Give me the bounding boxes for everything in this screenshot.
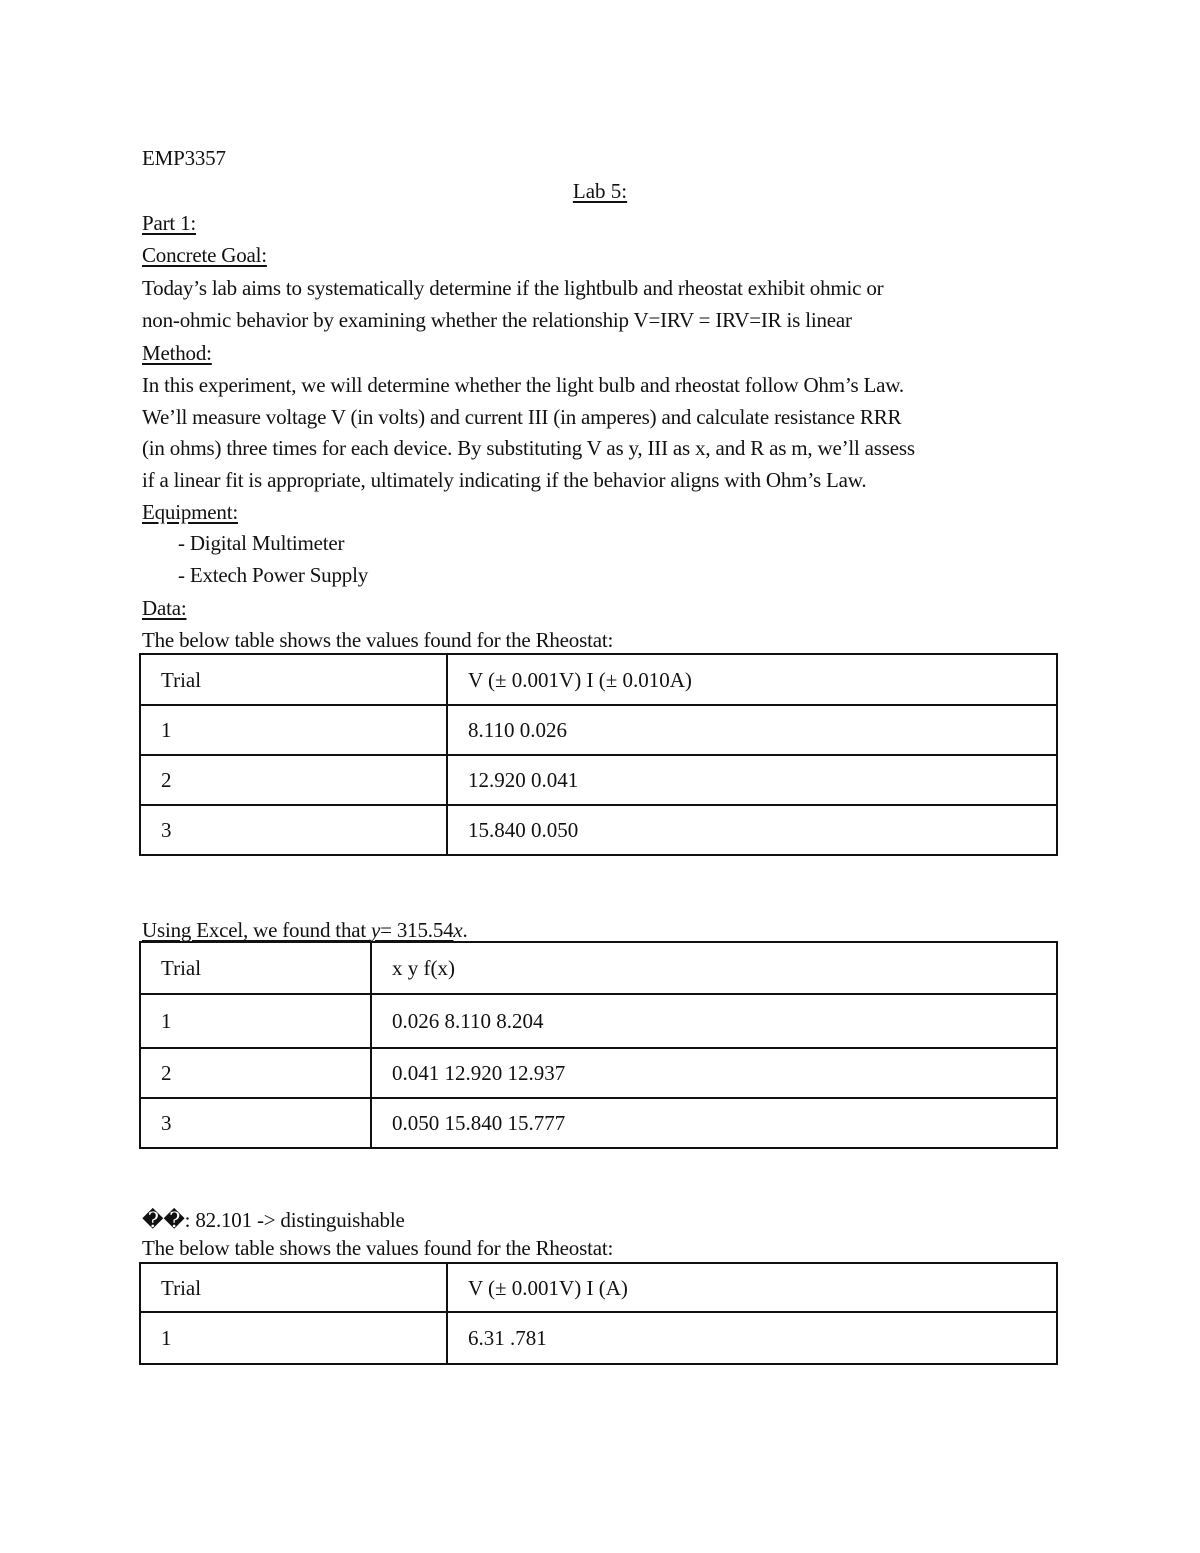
table-cell: 0.041 12.920 12.937 (371, 1048, 1057, 1098)
lab-title (0, 178, 1200, 204)
table-row (140, 705, 1057, 755)
table-row (140, 1098, 1057, 1148)
rheostat-table (139, 653, 1058, 856)
table-row (140, 1312, 1057, 1364)
table-cell: 6.31 .781 (447, 1312, 1057, 1364)
table-header-row (140, 942, 1057, 994)
table-cell: 2 (140, 1048, 371, 1098)
table-cell: 1 (140, 705, 447, 755)
table-intro: The below table shows the values found for the Rheostat: (142, 1236, 614, 1260)
method-heading: Method: (142, 341, 212, 365)
header-cell: V (± 0.001V) I (A) (447, 1263, 1057, 1312)
table-cell: 0.026 8.110 8.204 (371, 994, 1057, 1048)
method-line: (in ohms) three times for each device. By substituting V as y, III as x, and R as m, we’ll assess (142, 436, 915, 460)
method-line: We’ll measure voltage V (in volts) and current III (in amperes) and calculate resistance RRR (142, 405, 902, 429)
table-row (140, 1048, 1057, 1098)
table-cell: 3 (140, 805, 447, 855)
header-cell: x y f(x) (371, 942, 1057, 994)
table-cell: 3 (140, 1098, 371, 1148)
table-cell: 2 (140, 755, 447, 805)
table-row (140, 805, 1057, 855)
table-intro: The below table shows the values found for the Rheostat: (142, 628, 614, 652)
table-cell: 1 (140, 1312, 447, 1364)
chi-squared-line: ��: 82.101 -> distinguishable (142, 1208, 405, 1232)
equipment-item: - Extech Power Supply (178, 563, 369, 587)
header-cell: Trial (140, 654, 447, 705)
excel-result-line (142, 917, 468, 943)
equipment-item: - Digital Multimeter (178, 531, 345, 555)
linear-fit-table (139, 941, 1058, 1149)
method-line: if a linear fit is appropriate, ultimately indicating if the behavior aligns with Ohm’s Law. (142, 468, 867, 492)
goal-line: Today’s lab aims to systematically determine if the lightbulb and rheostat exhibit ohmic or (142, 276, 884, 300)
header-cell: V (± 0.001V) I (± 0.010A) (447, 654, 1057, 705)
excel-result-end: . (462, 918, 468, 942)
table-cell: 8.110 0.026 (447, 705, 1057, 755)
header-cell: Trial (140, 1263, 447, 1312)
header-cell: Trial (140, 942, 371, 994)
table-header-row (140, 654, 1057, 705)
table-row (140, 994, 1057, 1048)
table-cell: 12.920 0.041 (447, 755, 1057, 805)
lab-title-text: Lab 5: (572, 179, 628, 203)
part-heading: Part 1: (142, 211, 197, 235)
excel-result-prefix: Using Excel, we found that (142, 918, 372, 942)
equipment-heading: Equipment: (142, 500, 238, 524)
goal-line: non-ohmic behavior by examining whether the relationship V=IRV = IRV=IR is linear (142, 308, 852, 332)
table-cell: 1 (140, 994, 371, 1048)
method-line: In this experiment, we will determine whether the light bulb and rheostat follow Ohm’s Law. (142, 373, 904, 397)
second-device-table (139, 1262, 1058, 1365)
table-row (140, 755, 1057, 805)
table-header-row (140, 1263, 1057, 1312)
concrete-goal-heading: Concrete Goal: (142, 243, 267, 267)
data-heading: Data: (142, 596, 187, 620)
table-cell: 0.050 15.840 15.777 (371, 1098, 1057, 1148)
excel-result-mid: = 315.54 (380, 918, 454, 942)
table-cell: 15.840 0.050 (447, 805, 1057, 855)
course-code: EMP3357 (142, 146, 226, 170)
excel-result-x: x (453, 918, 463, 942)
excel-result-y: y (371, 918, 381, 942)
